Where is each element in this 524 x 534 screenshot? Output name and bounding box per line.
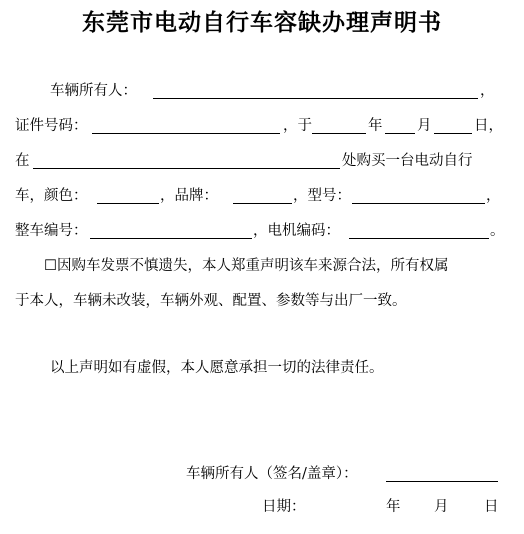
frame-label: 整车编号： bbox=[15, 223, 88, 239]
date-year-label: 年 bbox=[386, 499, 401, 515]
motor-label: ，电机编码： bbox=[253, 223, 340, 239]
date-line bbox=[0, 496, 524, 518]
id-suffix: ，于 bbox=[283, 118, 312, 134]
signature-label: 车辆所有人（签名/盖章）： bbox=[186, 466, 358, 482]
signature-line bbox=[0, 463, 524, 485]
date-month-label: 月 bbox=[434, 499, 449, 515]
purchase-text: 处购买一台电动自行 bbox=[342, 153, 473, 169]
id-number-field[interactable] bbox=[92, 133, 280, 134]
location-field[interactable] bbox=[33, 168, 340, 169]
declaration-line-2: 于本人，车辆未改装，车辆外观、配置、参数等与出厂一致。 bbox=[15, 293, 407, 309]
car-color-label: 车，颜色： bbox=[15, 188, 88, 204]
signature-field[interactable] bbox=[386, 481, 498, 482]
owner-line bbox=[0, 80, 524, 102]
motor-code-field[interactable] bbox=[349, 238, 489, 239]
model-field[interactable] bbox=[352, 203, 485, 204]
date-day-label: 日 bbox=[484, 499, 499, 515]
day-label: 日， bbox=[474, 118, 503, 134]
location-line bbox=[0, 150, 524, 172]
owner-suffix: ， bbox=[480, 83, 495, 99]
purchase-year-field[interactable] bbox=[312, 133, 366, 134]
owner-label: 车辆所有人： bbox=[50, 83, 137, 99]
liability-statement: 以上声明如有虚假，本人愿意承担一切的法律责任。 bbox=[50, 360, 384, 376]
vehicle-info-line bbox=[0, 185, 524, 207]
color-field[interactable] bbox=[97, 203, 159, 204]
model-label: ，型号： bbox=[293, 188, 351, 204]
motor-suffix: 。 bbox=[490, 223, 505, 239]
brand-field[interactable] bbox=[233, 203, 292, 204]
id-line bbox=[0, 115, 524, 137]
purchase-month-field[interactable] bbox=[385, 133, 415, 134]
document-title: 东莞市电动自行车容缺办理声明书 bbox=[82, 9, 442, 36]
purchase-day-field[interactable] bbox=[434, 133, 472, 134]
serial-line bbox=[0, 220, 524, 242]
brand-label: ，品牌： bbox=[160, 188, 218, 204]
frame-number-field[interactable] bbox=[90, 238, 252, 239]
year-label: 年 bbox=[368, 118, 383, 134]
declaration-line-1: ☐因购车发票不慎遗失，本人郑重声明该车来源合法，所有权属 bbox=[44, 258, 449, 274]
id-label: 证件号码： bbox=[15, 118, 88, 134]
owner-field[interactable] bbox=[153, 98, 478, 99]
at-label: 在 bbox=[15, 153, 30, 169]
model-suffix: ， bbox=[486, 188, 501, 204]
date-label: 日期： bbox=[262, 499, 306, 515]
month-label: 月 bbox=[417, 118, 432, 134]
